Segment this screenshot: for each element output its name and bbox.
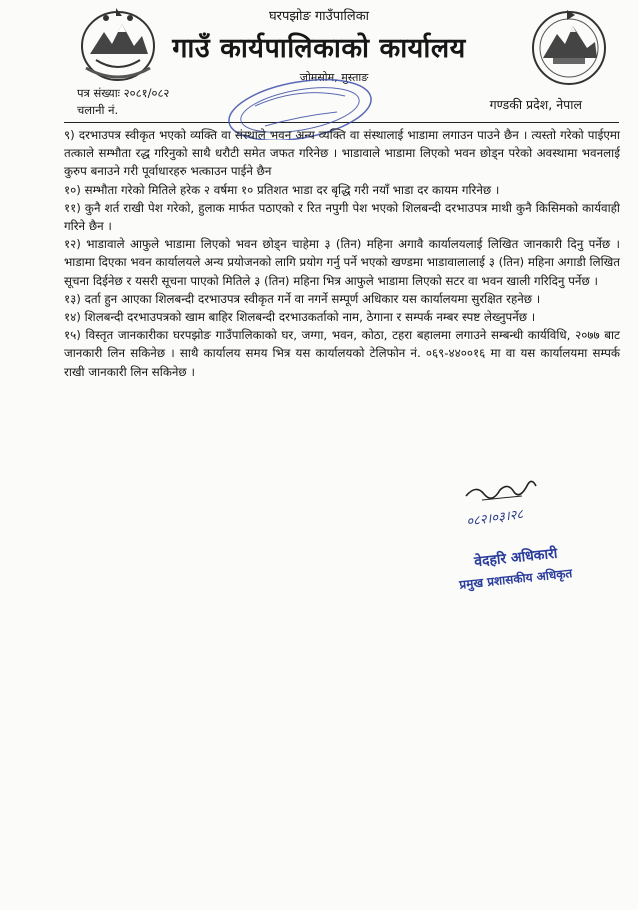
letter-number: पत्र संख्याः २०८१/०८२: [77, 86, 170, 100]
letter-body: [64, 126, 620, 381]
paragraph-9: ९) दरभाउपत्र स्वीकृत भएको व्यक्ति वा संस्थाले भवन अन्य व्यक्ति वा संस्थालाई भाडामा लगाउन पाउने छैन । त्यस्तो गरेको पाईएमा तत्काले सम्भौता रद्ध गरिनुको साथै धरौटी समेत जफत गरिनेछ । भाडावाले भाडामा लिएको भवन छोड्न परेको अवस्थामा भवनलाई कुरुप बनाउने गरी पूर्वाधारहरु भत्काउन पाईने छैन: [64, 128, 620, 179]
paragraph-10: १०) सम्भौता गरेको मितिले हरेक २ वर्षमा १० प्रतिशत भाडा दर बृद्धि गरी नयाँ भाडा दर कायम गरिनेछ ।: [64, 182, 500, 197]
signatory-name: वेदहरि अधिकारी: [473, 545, 559, 571]
handwritten-signature: [462, 474, 542, 504]
municipality-name: घरपझोङ गाउँपालिका: [268, 9, 370, 24]
paragraph-13: १३) दर्ता हुन आएका शिलबन्दी दरभाउपत्र स्वीकृत गर्ने वा नगर्ने सम्पूर्ण अधिकार यस कार्यालयमा सुरक्षित रहनेछ ।: [64, 291, 541, 306]
paragraph-11: ११) कुनै शर्त राखी पेश गरेको, हुलाक मार्फत पठाएको र रित नपुगी पेश भएको शिलबन्दी दरभाउपत्र माथी कुनै किसिमको कार्यवाही गरिने छैन ।: [64, 200, 620, 234]
signatory-title: प्रमुख प्रशासकीय अधिकृत: [458, 566, 573, 592]
paragraph-12: १२) भाडावाले आफुले भाडामा लिएको भवन छोड्न चाहेमा ३ (तिन) महिना अगावै कार्यालयलाई लिखित जानकारी दिनु पर्नेछ । भाडामा दिएका भवन कार्यालयले अन्य प्रयोजनको लागि प्रयोग गर्नु पर्ने भएको खण्डमा भाडावालालाई ३ (तिन) महिना अगाडी लिखित सूचना दिईनेछ र यसरी सूचना पाएको मितिले ३ (तिन) महिना भित्र आफुले भाडामा लिएको सटर वा भवन खाली गरिदिनु पर्नेछ ।: [64, 237, 620, 288]
signature-date: ०८२।०३।२८: [465, 507, 525, 530]
paragraph-15: १५) विस्तृत जानकारीका घरपझोङ गाउँपालिकाको घर, जग्गा, भवन, कोठा, टहरा बहालमा लगाउने सम्बन्धी कार्यविधि, २०७७ बाट जानकारी लिन सकिनेछ । साथै कार्यालय समय भित्र यस कार्यालयको टेलिफोन नं. ०६९-४४००१६ मा वा यस कार्यालयमा सम्पर्क राखी जानकारी लिन सकिनेछ ।: [64, 328, 620, 379]
dispatch-number: चलानी नं.: [77, 103, 119, 117]
paragraph-14: १४) शिलबन्दी दरभाउपत्रको खाम बाहिर शिलबन्दी दरभाउकर्ताको नाम, ठेगाना र सम्पर्क नम्बर स्पष्ट लेख्नुपर्नेछ ।: [64, 310, 536, 325]
province-name: गण्डकी प्रदेश, नेपाल: [489, 97, 582, 112]
office-address: जोमसोम, मुस्ताङ: [299, 71, 369, 84]
office-title: गाउँ कार्यपालिकाको कार्यालय: [172, 33, 466, 64]
